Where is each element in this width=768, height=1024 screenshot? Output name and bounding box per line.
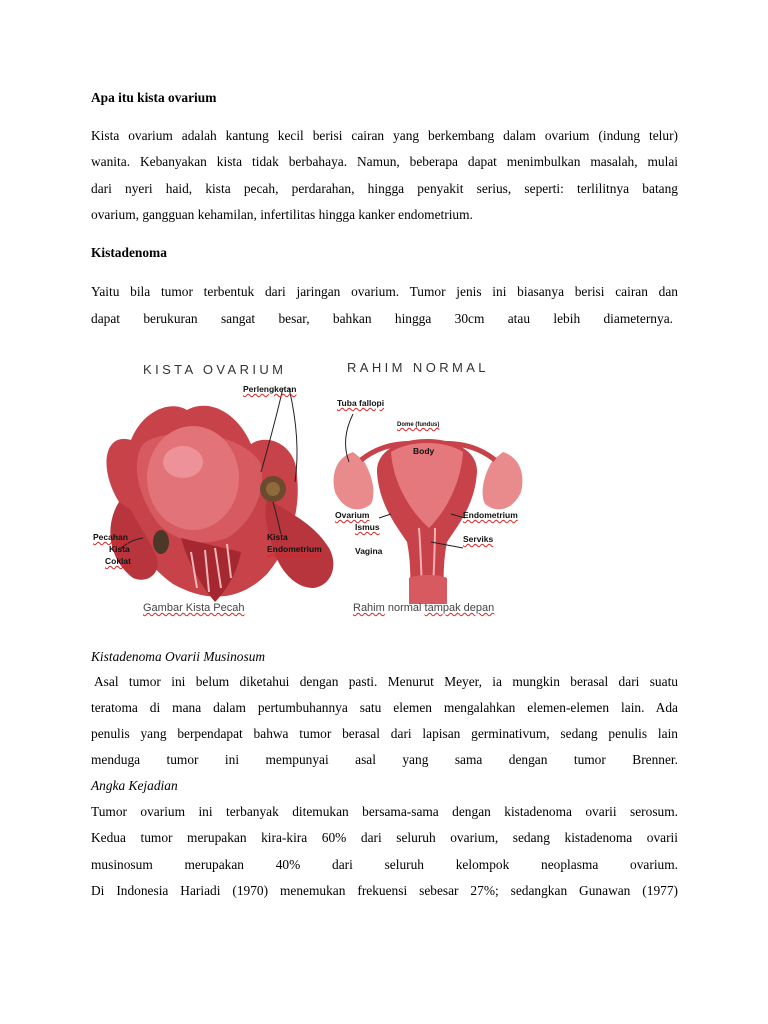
heading-kistadenoma: Kistadenoma: [91, 245, 167, 260]
kista-ovarium-drawing: [107, 388, 334, 602]
uterus-figure: [91, 352, 531, 624]
figure-title-left: KISTA OVARIUM: [143, 362, 287, 377]
caption-right-b: normal: [384, 602, 425, 614]
figure-title-right: RAHIM NORMAL: [347, 360, 489, 375]
label-serviks: Serviks: [463, 534, 494, 544]
label-kista-coklat-1: Kista: [109, 544, 130, 554]
label-body: Body: [413, 446, 435, 456]
label-ismus: Ismus: [355, 522, 380, 532]
para3-line2: teratoma di mana dalam pertumbuhannya satu elemen mengalahkan elemen-elemen lain. Ada: [91, 700, 678, 715]
subheading-angka-kejadian: Angka Kejadian: [91, 778, 178, 793]
subheading-kistadenoma-musinosum: Kistadenoma Ovarii Musinosum: [91, 649, 266, 664]
label-kista-endo-2: Endometrium: [267, 544, 322, 554]
para4-line1: Tumor ovarium ini terbanyak ditemukan bersama-sama dengan kistadenoma ovarii serosum.: [91, 804, 678, 819]
label-ovarium: Ovarium: [335, 510, 370, 520]
label-perlengketan: Perlengketan: [243, 384, 297, 394]
caption-right-c: tampak depan: [424, 602, 495, 614]
rahim-normal-drawing: [334, 414, 523, 604]
para1-line3: dari nyeri haid, kista pecah, perdarahan, hingga penyakit serius, seperti: terlilitnya batang: [91, 181, 678, 196]
uterus-illustration: [91, 352, 531, 624]
label-vagina: Vagina: [355, 546, 383, 556]
caption-right-a: Rahim: [353, 602, 385, 614]
para3-line3: penulis yang berpendapat bahwa tumor berasal dari lapisan germinativum, sedang penulis lain: [91, 726, 678, 741]
label-dome: Dome (fundus): [397, 422, 440, 428]
para2-line1: Yaitu bila tumor terbentuk dari jaringan ovarium. Tumor jenis ini biasanya berisi cairan dan: [91, 284, 678, 299]
label-kista-endo-1: Kista: [267, 532, 288, 542]
heading-apa-itu-kista: Apa itu kista ovarium: [91, 90, 217, 105]
para4-line4: Di Indonesia Hariadi (1970) menemukan frekuensi sebesar 27%; sedangkan Gunawan (1977): [91, 883, 678, 898]
label-endometrium: Endometrium: [463, 510, 518, 520]
para1-line4: ovarium, gangguan kehamilan, infertilitas hingga kanker endometrium.: [91, 207, 473, 222]
caption-left: Gambar Kista Pecah: [143, 602, 245, 614]
label-pecahan: Pecahan: [93, 532, 128, 542]
para3-line4: menduga tumor ini mempunyai asal yang sama dengan tumor Brenner.: [91, 752, 678, 767]
para4-line2: Kedua tumor merupakan kira-kira 60% dari seluruh ovarium, sedang kistadenoma ovarii: [91, 830, 678, 845]
para1-line2: wanita. Kebanyakan kista tidak berbahaya. Namun, beberapa dapat menimbulkan masalah, mulai: [91, 154, 678, 169]
para4-line3: musinosum merupakan 40% dari seluruh kelompok neoplasma ovarium.: [91, 857, 678, 872]
para3-line1: Asal tumor ini belum diketahui dengan pasti. Menurut Meyer, ia mungkin berasal dari suatu: [94, 674, 678, 689]
label-tuba-fallopi: Tuba fallopi: [337, 398, 385, 408]
para2-line2: dapat berukuran sangat besar, bahkan hingga 30cm atau lebih diameternya.: [91, 311, 673, 326]
para1-line1: Kista ovarium adalah kantung kecil berisi cairan yang berkembang dalam ovarium (indung telur): [91, 128, 678, 143]
label-kista-coklat-2: Coklat: [105, 556, 131, 566]
